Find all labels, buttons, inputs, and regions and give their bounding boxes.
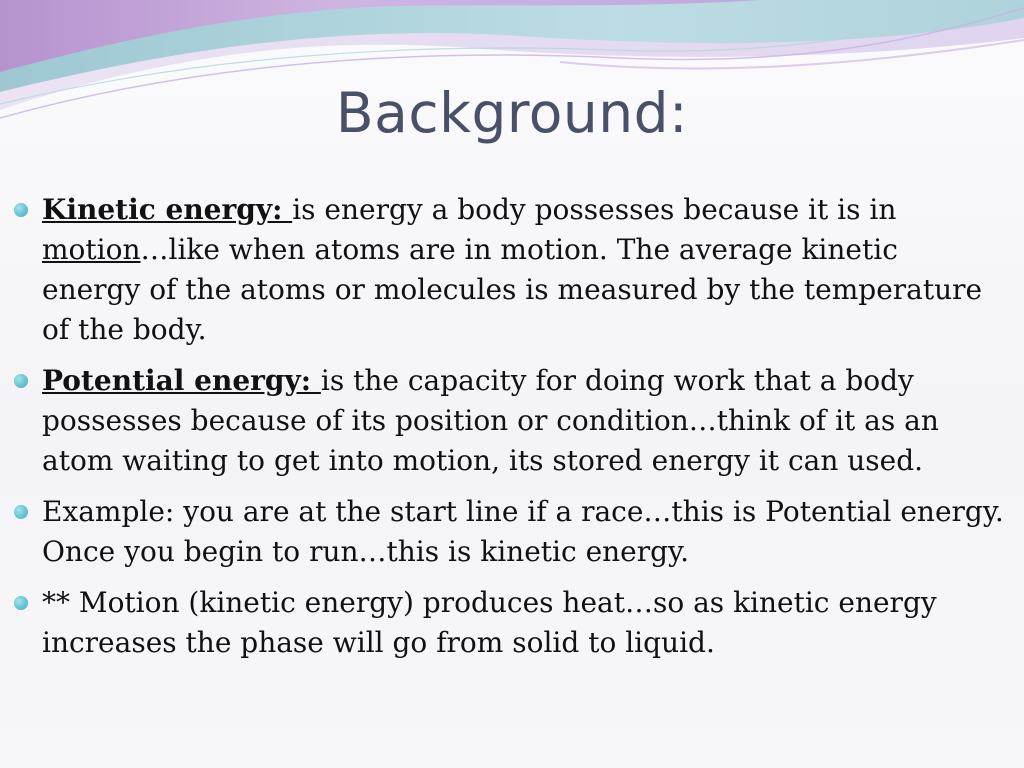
bullet-text: ** Motion (kinetic energy) produces heat…so as kinetic energy increases the phase will go from solid to liquid.	[42, 586, 937, 659]
term-kinetic-energy: Kinetic energy:	[42, 193, 293, 226]
bullet-text: is energy a body possesses because it is in	[292, 193, 897, 226]
bullet-motion-heat	[14, 583, 1004, 663]
slide-title: Background:	[335, 81, 689, 145]
bullet-dot-icon	[14, 596, 28, 610]
bullet-kinetic-energy	[14, 190, 1004, 350]
bullet-text-continued: …like when atoms are in motion. The average kinetic energy of the atoms or molecules is measured by the temperature of the body.	[42, 233, 983, 346]
term-potential-energy: Potential energy:	[42, 364, 321, 397]
bullet-text: is the capacity for doing work that a body possesses because of its position or condition…think of it as an atom waiting to get into motion, its stored energy it can used.	[42, 364, 939, 477]
bullet-potential-energy	[14, 361, 1004, 481]
bullet-example	[14, 492, 1004, 572]
bullet-dot-icon	[14, 374, 28, 388]
bullet-text: Example: you are at the start line if a race…this is Potential energy. Once you begin to run…this is kinetic energy.	[42, 495, 1004, 568]
bullet-dot-icon	[14, 203, 28, 217]
bullet-list	[14, 190, 1004, 674]
bullet-dot-icon	[14, 505, 28, 519]
underlined-word-motion: motion	[42, 233, 141, 266]
